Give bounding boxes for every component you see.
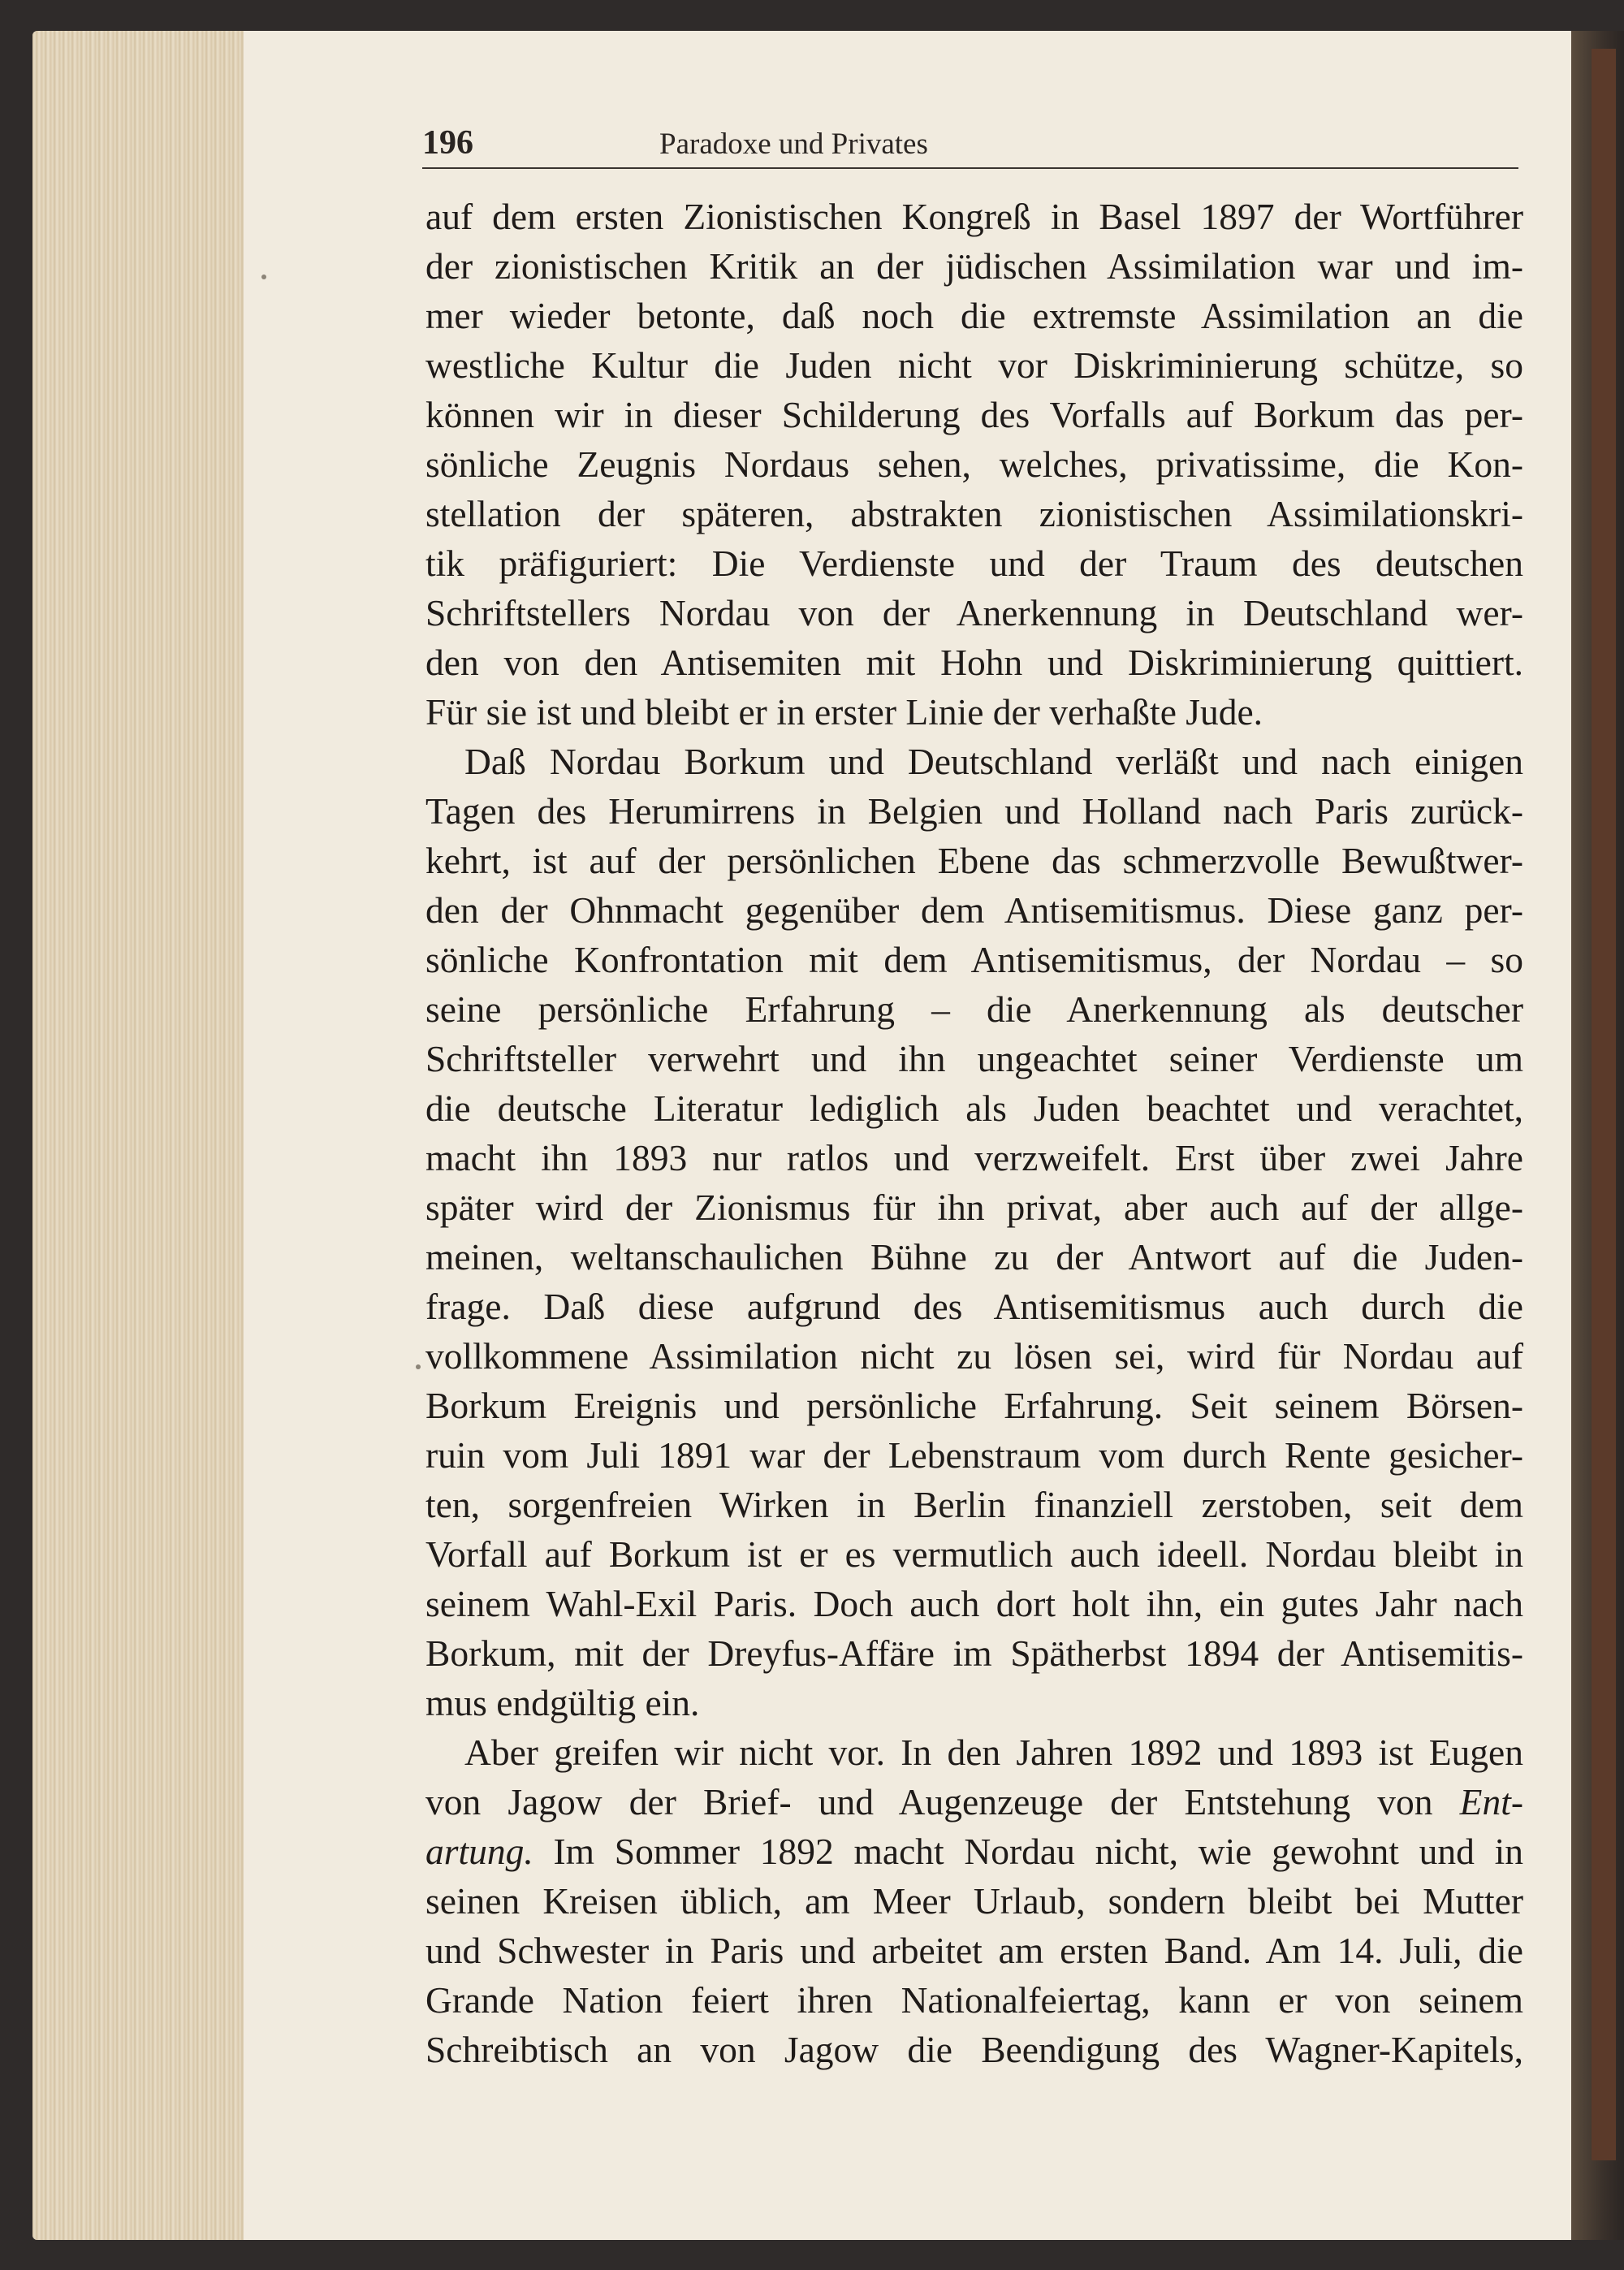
text-line: frage. Daß diese aufgrund des Antisemitismus auch durch die <box>425 1286 1523 1327</box>
italic-title: artung. <box>425 1831 533 1872</box>
text-line: Schreibtisch an von Jagow die Beendigung des Wagner-Kapitels, <box>425 2029 1523 2070</box>
text-line: der zionistischen Kritik an der jüdischen Assimilation war und im- <box>425 245 1523 287</box>
text-line: Für sie ist und bleibt er in erster Linie der verhaßte Jude. <box>425 691 1263 733</box>
text-line: den der Ohnmacht gegenüber dem Antisemitismus. Diese ganz per- <box>425 889 1523 931</box>
page-edges-stack <box>32 31 244 2240</box>
bookmark-ribbon <box>1592 49 1616 2160</box>
scan-speck <box>261 275 266 279</box>
text-segment: Im Sommer 1892 macht Nordau nicht, wie gewohnt und in <box>553 1831 1524 1872</box>
text-line: Tagen des Herumirrens in Belgien und Holland nach Paris zurück- <box>425 790 1523 832</box>
scan-speck <box>416 1364 421 1369</box>
text-line: und Schwester in Paris und arbeitet am ersten Band. Am 14. Juli, die <box>425 1930 1523 1971</box>
text-line: können wir in dieser Schilderung des Vorfalls auf Borkum das per- <box>425 394 1523 435</box>
text-line: ruin vom Juli 1891 war der Lebenstraum vom durch Rente gesicher- <box>425 1434 1523 1476</box>
text-line: den von den Antisemiten mit Hohn und Diskriminierung quittiert. <box>425 642 1523 683</box>
running-header <box>422 122 1518 169</box>
text-line: kehrt, ist auf der persönlichen Ebene das schmerzvolle Bewußtwer- <box>425 840 1523 881</box>
text-line: macht ihn 1893 nur ratlos und verzweifelt. Erst über zwei Jahre <box>425 1137 1523 1178</box>
page-number: 196 <box>422 124 473 162</box>
text-line: ten, sorgenfreien Wirken in Berlin finanziell zerstoben, seit dem <box>425 1484 1523 1525</box>
text-line: Schriftstellers Nordau von der Anerkennung in Deutschland wer- <box>425 592 1523 633</box>
text-line: seinen Kreisen üblich, am Meer Urlaub, sondern bleibt bei Mutter <box>425 1880 1523 1922</box>
text-line: mer wieder betonte, daß noch die extremste Assimilation an die <box>425 295 1523 336</box>
italic-title: Ent- <box>1459 1781 1524 1822</box>
text-line: seinem Wahl-Exil Paris. Doch auch dort holt ihn, ein gutes Jahr nach <box>425 1583 1523 1624</box>
text-line: Daß Nordau Borkum und Deutschland verläßt und nach einigen <box>464 741 1523 782</box>
text-line: später wird der Zionismus für ihn privat, aber auch auf der allge- <box>425 1187 1523 1228</box>
text-line: mus endgültig ein. <box>425 1682 700 1723</box>
running-title: Paradoxe und Privates <box>659 128 928 161</box>
text-line: Schriftsteller verwehrt und ihn ungeachtet seiner Verdienste um <box>425 1038 1523 1079</box>
body-text <box>425 192 1523 2074</box>
text-line: seine persönliche Erfahrung – die Anerkennung als deutscher <box>425 988 1523 1030</box>
text-line: vollkommene Assimilation nicht zu lösen sei, wird für Nordau auf <box>425 1335 1523 1377</box>
text-segment: von Jagow der Brief- und Augenzeuge der Entstehung von <box>425 1781 1433 1822</box>
text-line: tik präfiguriert: Die Verdienste und der Traum des deutschen <box>425 543 1523 584</box>
text-line: stellation der späteren, abstrakten zionistischen Assimilationskri- <box>425 493 1523 534</box>
text-line: sönliche Zeugnis Nordaus sehen, welches, privatissime, die Kon- <box>425 443 1523 485</box>
text-line: Grande Nation feiert ihren Nationalfeiertag, kann er von seinem <box>425 1979 1523 2021</box>
text-line: westliche Kultur die Juden nicht vor Diskriminierung schütze, so <box>425 344 1523 386</box>
text-line: sönliche Konfrontation mit dem Antisemitismus, der Nordau – so <box>425 939 1523 980</box>
text-line <box>425 1827 1523 1876</box>
text-line: auf dem ersten Zionistischen Kongreß in Basel 1897 der Wortführer <box>425 196 1523 237</box>
text-line <box>425 1777 1523 1827</box>
text-line: die deutsche Literatur lediglich als Juden beachtet und verachtet, <box>425 1087 1523 1129</box>
text-line: Aber greifen wir nicht vor. In den Jahren 1892 und 1893 ist Eugen <box>464 1732 1523 1773</box>
text-line: Borkum Ereignis und persönliche Erfahrung. Seit seinem Börsen- <box>425 1385 1523 1426</box>
text-line: Vorfall auf Borkum ist er es vermutlich auch ideell. Nordau bleibt in <box>425 1533 1523 1575</box>
text-line: Borkum, mit der Dreyfus-Affäre im Spätherbst 1894 der Antisemitis- <box>425 1632 1523 1674</box>
text-line: meinen, weltanschaulichen Bühne zu der Antwort auf die Juden- <box>425 1236 1523 1278</box>
